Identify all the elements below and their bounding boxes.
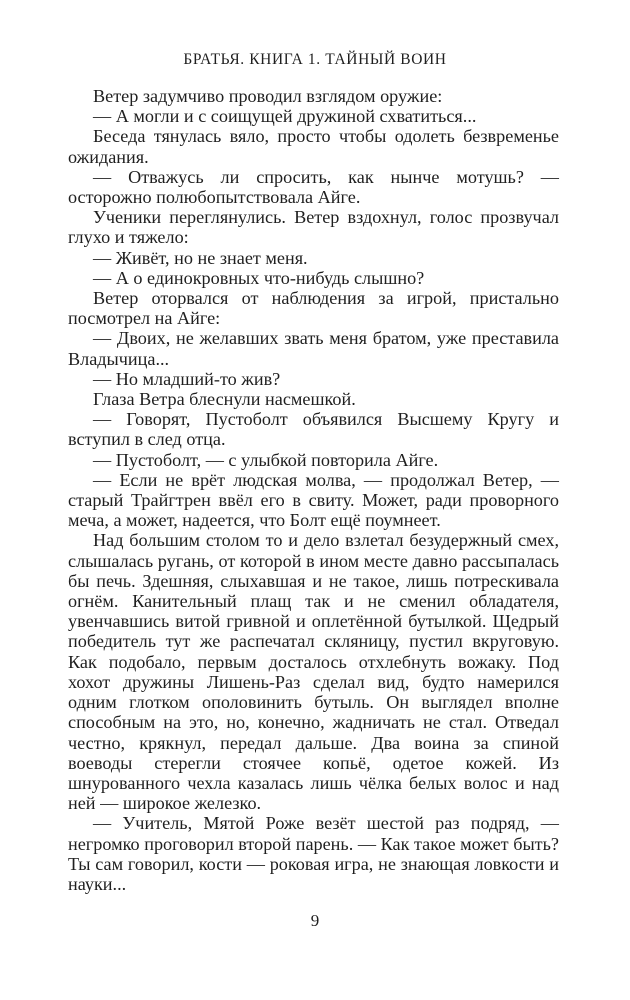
paragraph: — Пустоболт, — с улыбкой повторила Айге. (93, 449, 439, 470)
paragraph: Ветер задумчиво проводил взглядом оружие: (93, 86, 443, 106)
paragraph: — Учитель, Мятой Роже везёт шестой раз подряд, — негромко проговорил второй парень. — Как такое может быть? Ты сам говорил, кости — роковая игра, не знающая ловкости и науки... (68, 813, 559, 894)
paragraph: — Если не врёт людская молва, — продолжал Ветер, — старый Трайгтрен ввёл его в свиту. Может, ради проворного меча, а может, надеется, что Болт ещё поумнеет. (68, 469, 559, 531)
paragraph: — А могли и с соищущей дружиной схватиться... (93, 106, 477, 127)
paragraph: — Двоих, не желавших звать меня братом, уже преставила Владычица... (68, 328, 559, 369)
paragraph: Глаза Ветра блеснули насмешкой. (93, 389, 356, 410)
paragraph: — Живёт, но не знает меня. (93, 247, 308, 268)
body-text (68, 86, 559, 894)
paragraph: Ветер оторвался от наблюдения за игрой, пристально посмотрел на Айге: (68, 288, 559, 329)
paragraph: — Говорят, Пустоболт объявился Высшему Кругу и вступил в след отца. (68, 409, 559, 450)
page-number: 9 (310, 911, 320, 930)
paragraph: — Отважусь ли спросить, как нынче мотушь? — осторожно полюбопытствовала Айге. (68, 166, 559, 208)
running-header: БРАТЬЯ. КНИГА 1. ТАЙНЫЙ ВОИН (183, 51, 447, 68)
paragraph: Над большим столом то и дело взлетал безудержный смех, слышалась ругань, от которой в ином месте давно рассыпалась бы печь. Здешняя, слыхавшая и не такое, лишь потрескивала огнём. Канительный плащ так и не сменил обладателя, увенчавшись витой гривной и оплетённой бутылкой. Щедрый победитель тут же распечатал скляницу, пустил вкруговую. Как подобало, первым досталось отхлебнуть вожаку. Под хохот дружины Лишень-Раз сделал вид, будто намерился одним глотком ополовинить бутыль. Он выглядел вполне способным на это, но, конечно, жадничать не стал. Отведал честно, крякнул, передал дальше. Два воина за спиной воеводы стерегли стоячее копьё, одетое кожей. Из шнурованного чехла казалась лишь чёлка белых волос и над ней — широкое железко. (68, 530, 559, 814)
paragraph: Беседа тянулась вяло, просто чтобы одолеть безвременье ожидания. (68, 126, 559, 167)
paragraph: — А о единокровных что-нибудь слышно? (93, 267, 425, 288)
paragraph: — Но младший-то жив? (93, 368, 281, 389)
paragraph: Ученики переглянулись. Ветер вздохнул, голос прозвучал глухо и тяжело: (68, 207, 559, 248)
